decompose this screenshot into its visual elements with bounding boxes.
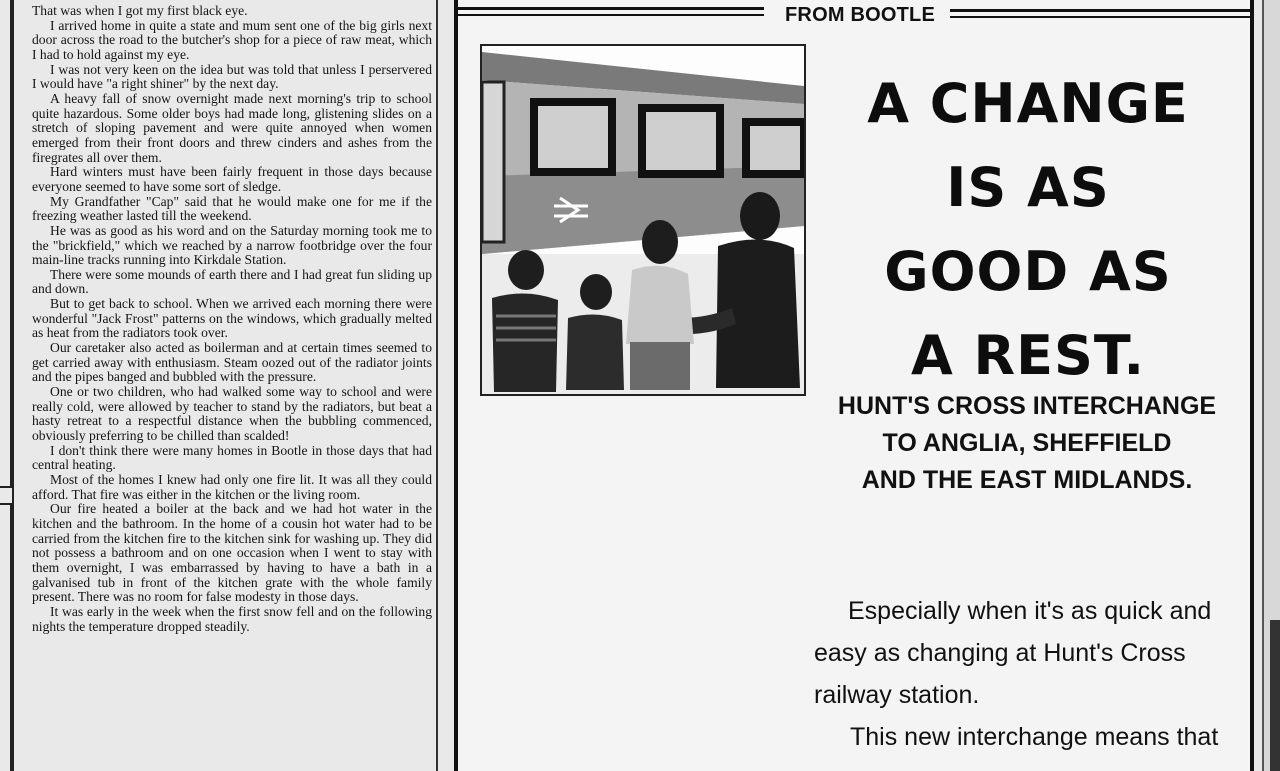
headline-line: A CHANGE bbox=[867, 72, 1189, 135]
article-paragraph: Our caretaker also acted as boilerman and at certain times seemed to get carried away with enthusiasm. Steam oozed out of the radiator joints and the pipes banged and bubbled with the pressure. bbox=[32, 340, 432, 385]
subhead-line: TO ANGLIA, SHEFFIELD bbox=[882, 429, 1172, 457]
right-page-shadow bbox=[1270, 620, 1280, 771]
column-divider bbox=[436, 0, 438, 771]
ad-subhead bbox=[810, 388, 1244, 499]
subhead-line: AND THE EAST MIDLANDS. bbox=[861, 466, 1193, 494]
ad-body-copy bbox=[814, 590, 1234, 758]
article-paragraph: Hard winters must have been fairly frequent in those days because everyone seemed to have some sort of sledge. bbox=[32, 164, 432, 194]
headline-line: IS AS bbox=[946, 156, 1110, 219]
ad-body-paragraph: Especially when it's as quick and easy as changing at Hunt's Cross railway station. bbox=[814, 597, 1212, 709]
article-paragraph: There were some mounds of earth there and I had great fun sliding up and down. bbox=[32, 266, 432, 297]
article-paragraph: Our fire heated a boiler at the back and we had hot water in the kitchen and the bathroom. In the home of a cousin hot water had to be carried from the kitchen fire to the kitchen sink for washing up. They did not possess a bathroom and on one occasion when I went to stay with them overnight, I was embarrassed by having to have a bath in a galvanised tub in front of the kitchen grate with the whole family present. There was no room for false modesty in those days. bbox=[32, 501, 432, 605]
train-window-1 bbox=[534, 102, 612, 172]
article-paragraph: I don't think there were many homes in Bootle in those days that had central heating. bbox=[32, 442, 432, 473]
article-paragraph: That was when I got my first black eye. bbox=[32, 3, 248, 18]
article-paragraph: It was early in the week when the first snow fell and on the following nights the temperature dropped steadily. bbox=[32, 603, 432, 634]
kicker-rule-right bbox=[950, 9, 1250, 18]
article-paragraph: Most of the homes I knew had only one fire lit. It was all they could afford. That fire was either in the kitchen or the living room. bbox=[32, 472, 432, 502]
mother-head bbox=[642, 220, 678, 264]
illustration-svg bbox=[482, 46, 804, 394]
mother-body bbox=[626, 266, 694, 344]
mother-skirt bbox=[630, 342, 690, 390]
headline-line: A REST. bbox=[910, 324, 1146, 387]
train-window-2 bbox=[642, 108, 720, 174]
article-paragraph: But to get back to school. When we arrived each morning there were wonderful "Jack Frost" patterns on the windows, which gradually melted as heat from the radiators took over. bbox=[32, 296, 432, 341]
left-bracket-lower bbox=[0, 503, 12, 771]
article-paragraph: I arrived home in quite a state and mum sent one of the big girls next door across the road to the butcher's shop for a piece of raw meat, which I had to hold against my eye. bbox=[32, 17, 432, 62]
ad-headline bbox=[818, 62, 1238, 398]
boy-body bbox=[492, 293, 558, 392]
article-paragraph: He was as good as his word and on the Saturday morning took me to the "brickfield," which we reached by a narrow footbridge over the four main-line tracks running into Kirkdale Station. bbox=[32, 222, 432, 268]
boy-head bbox=[508, 250, 544, 290]
kicker-rule-left bbox=[458, 7, 764, 16]
left-bracket-upper bbox=[0, 0, 12, 488]
girl-body bbox=[566, 314, 624, 390]
train-window-3 bbox=[746, 122, 804, 174]
subhead-line: HUNT'S CROSS INTERCHANGE bbox=[837, 392, 1217, 420]
train-family-illustration bbox=[480, 44, 806, 396]
article-paragraph: My Grandfather "Cap" said that he would make one for me if the freezing weather lasted till the weekend. bbox=[32, 193, 432, 224]
father-head bbox=[740, 192, 780, 240]
advertisement-box bbox=[454, 0, 1254, 771]
train-door bbox=[482, 82, 504, 242]
ad-kicker: FROM BOOTLE bbox=[785, 4, 935, 26]
article-paragraph: I was not very keen on the idea but was told that unless I perservered I would have "a right shiner" by the next day. bbox=[32, 61, 432, 92]
ad-body-paragraph: This new interchange means that bbox=[850, 723, 1219, 751]
girl-head bbox=[580, 274, 612, 310]
article-column bbox=[32, 4, 432, 634]
article-paragraph: A heavy fall of snow overnight made next morning's trip to school quite hazardous. Some older boys had made long, glistening slides on a stretch of sloping pavement and were quite annoyed when women emerged from their front doors and threw cinders and ashes from the firegrates all over them. bbox=[32, 90, 432, 165]
article-paragraph: One or two children, who had walked some way to school and were really cold, were allowed by teacher to stand by the radiators, but beat a hasty retreat to a respectful distance when the bubbling commenced, obviously preferring to be chilled than scalded! bbox=[32, 384, 432, 444]
headline-line: GOOD AS bbox=[884, 240, 1172, 303]
